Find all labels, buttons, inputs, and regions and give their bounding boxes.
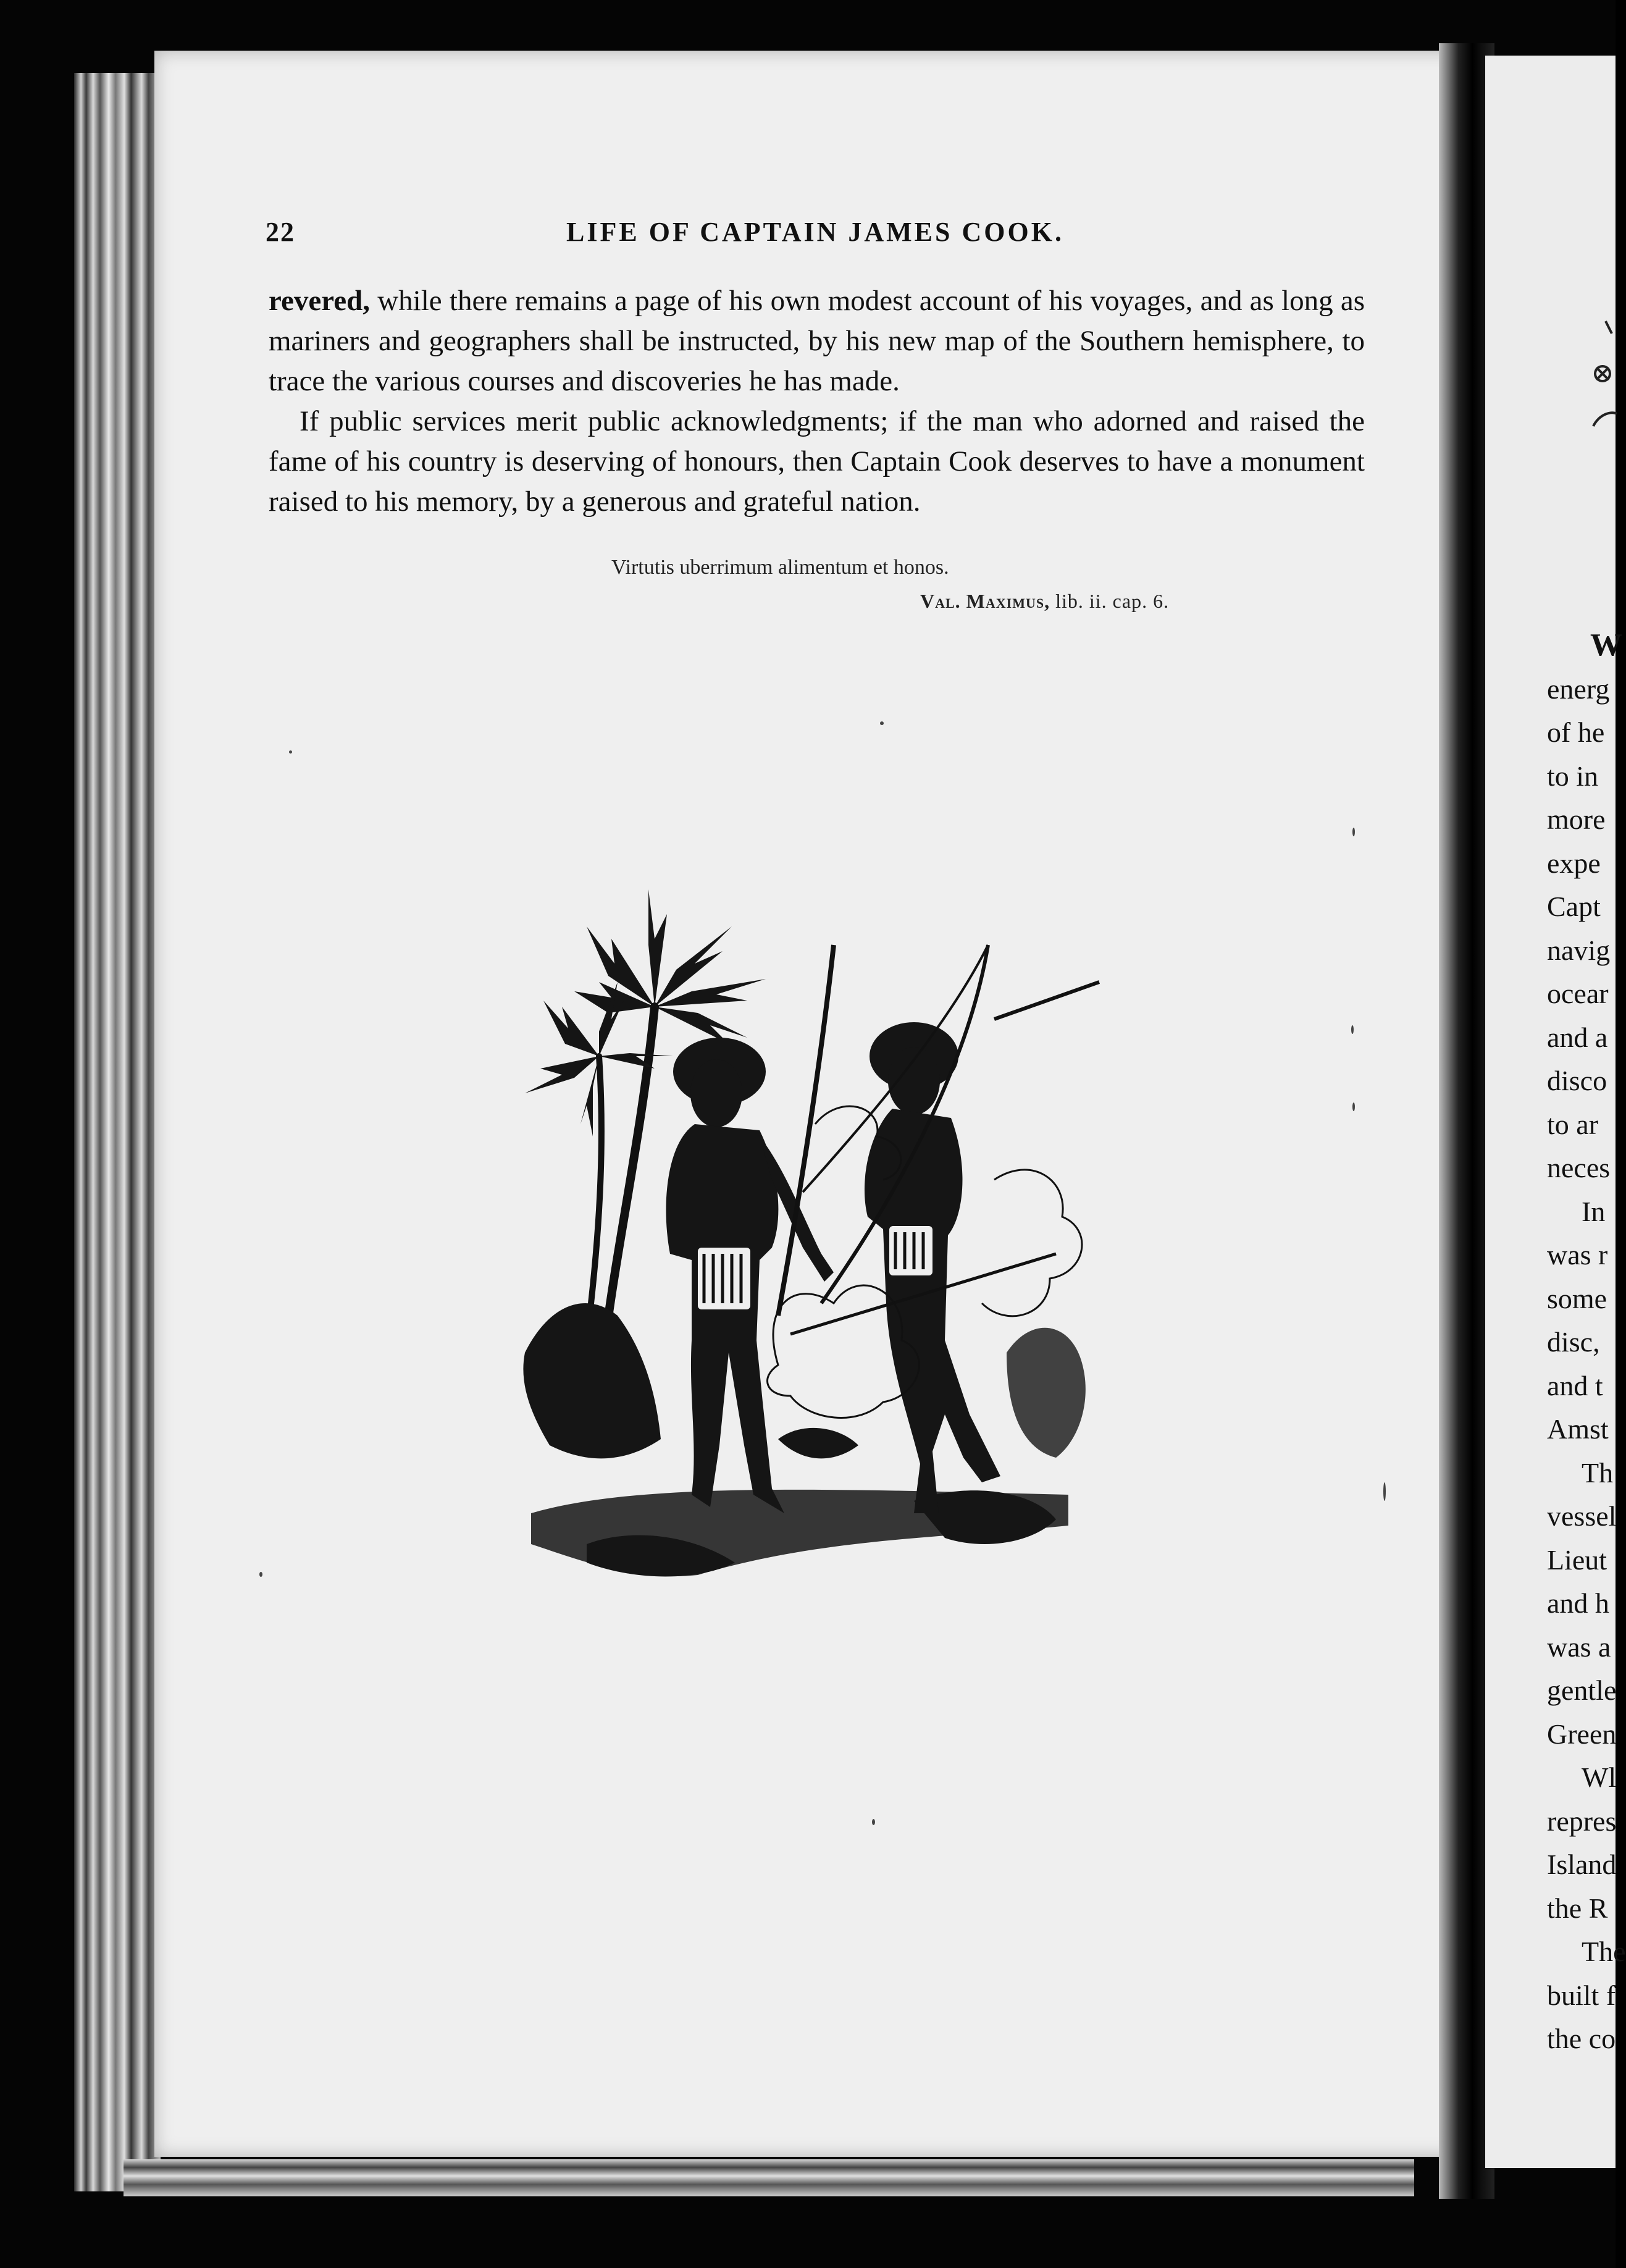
scan-speck xyxy=(1351,1025,1354,1034)
scan-speck xyxy=(1352,1102,1355,1111)
facing-line: repres xyxy=(1547,1805,1617,1837)
epigraph-source xyxy=(920,590,1169,613)
run-in-word: revered, xyxy=(269,285,370,317)
facing-line: The xyxy=(1582,1936,1626,1967)
facing-line: disc, xyxy=(1547,1326,1600,1358)
body-text xyxy=(269,281,1365,522)
facing-line: of he xyxy=(1547,716,1605,748)
facing-line: was a xyxy=(1547,1631,1611,1663)
facing-line: neces xyxy=(1547,1152,1611,1183)
facing-page-text xyxy=(1547,624,1626,2061)
running-head: LIFE OF CAPTAIN JAMES COOK. xyxy=(566,217,1064,247)
facing-line: Th xyxy=(1582,1456,1614,1489)
facing-line: built f xyxy=(1547,1979,1616,2011)
epigraph-author: Val. Maximus, xyxy=(920,590,1050,612)
facing-line: Capt xyxy=(1547,891,1601,922)
facing-line: W xyxy=(1590,628,1622,663)
facing-line: gentle xyxy=(1547,1674,1617,1706)
page-header xyxy=(266,216,1365,253)
epigraph-latin: Virtutis uberrimum alimentum et honos. xyxy=(611,556,949,579)
facing-line: Lieut xyxy=(1547,1544,1607,1576)
woodcut-illustration xyxy=(513,871,1118,1649)
facing-line: Green xyxy=(1547,1718,1617,1750)
facing-line: Wl xyxy=(1582,1762,1617,1793)
facing-line: was r xyxy=(1547,1239,1608,1270)
facing-line: more xyxy=(1547,804,1606,835)
paragraph-2: If public services merit public acknowledgments; if the man who adorned and raised the fame of his country is deserving of honours, then Captain Cook deserves to have a monument raised to his memory, by a generous and grateful nation. xyxy=(269,405,1365,518)
facing-line: ocear xyxy=(1547,978,1609,1009)
scan-speck xyxy=(872,1819,875,1825)
facing-line: Amst xyxy=(1547,1413,1609,1445)
page-stack-bottom-edge xyxy=(124,2159,1414,2196)
epigraph-reference: lib. ii. cap. 6. xyxy=(1050,590,1170,612)
facing-line: and a xyxy=(1547,1021,1608,1053)
facing-line: In xyxy=(1582,1195,1606,1227)
scan-speck xyxy=(289,750,292,754)
facing-line: and h xyxy=(1547,1587,1609,1619)
facing-line: navig xyxy=(1547,934,1611,966)
facing-line: vessel xyxy=(1547,1500,1617,1532)
facing-line: Island xyxy=(1547,1849,1617,1880)
facing-line: the co xyxy=(1547,2023,1616,2054)
facing-line: to ar xyxy=(1547,1108,1599,1140)
scan-speck xyxy=(259,1572,262,1577)
page-number: 22 xyxy=(266,217,295,247)
scan-speck xyxy=(880,721,884,725)
facing-line: energ xyxy=(1547,673,1610,705)
facing-line: the R xyxy=(1547,1892,1608,1924)
facing-line: and t xyxy=(1547,1369,1603,1401)
scan-speck xyxy=(1352,828,1355,836)
facing-line: to in xyxy=(1547,760,1599,792)
facing-line: expe xyxy=(1547,847,1601,879)
ornament-fragment xyxy=(1581,309,1618,451)
paragraph-1-text: while there remains a page of his own modest account of his voyages, and as long as mariners and geographers shall be instructed, by his new map of the Southern hemisphere, to trace the various courses and discoveries he has made. xyxy=(269,285,1365,397)
paragraph-1 xyxy=(269,281,1365,401)
page-stack-edge xyxy=(74,73,161,2191)
scan-speck xyxy=(1383,1482,1386,1501)
facing-line: disco xyxy=(1547,1065,1607,1096)
facing-line: some xyxy=(1547,1282,1607,1314)
